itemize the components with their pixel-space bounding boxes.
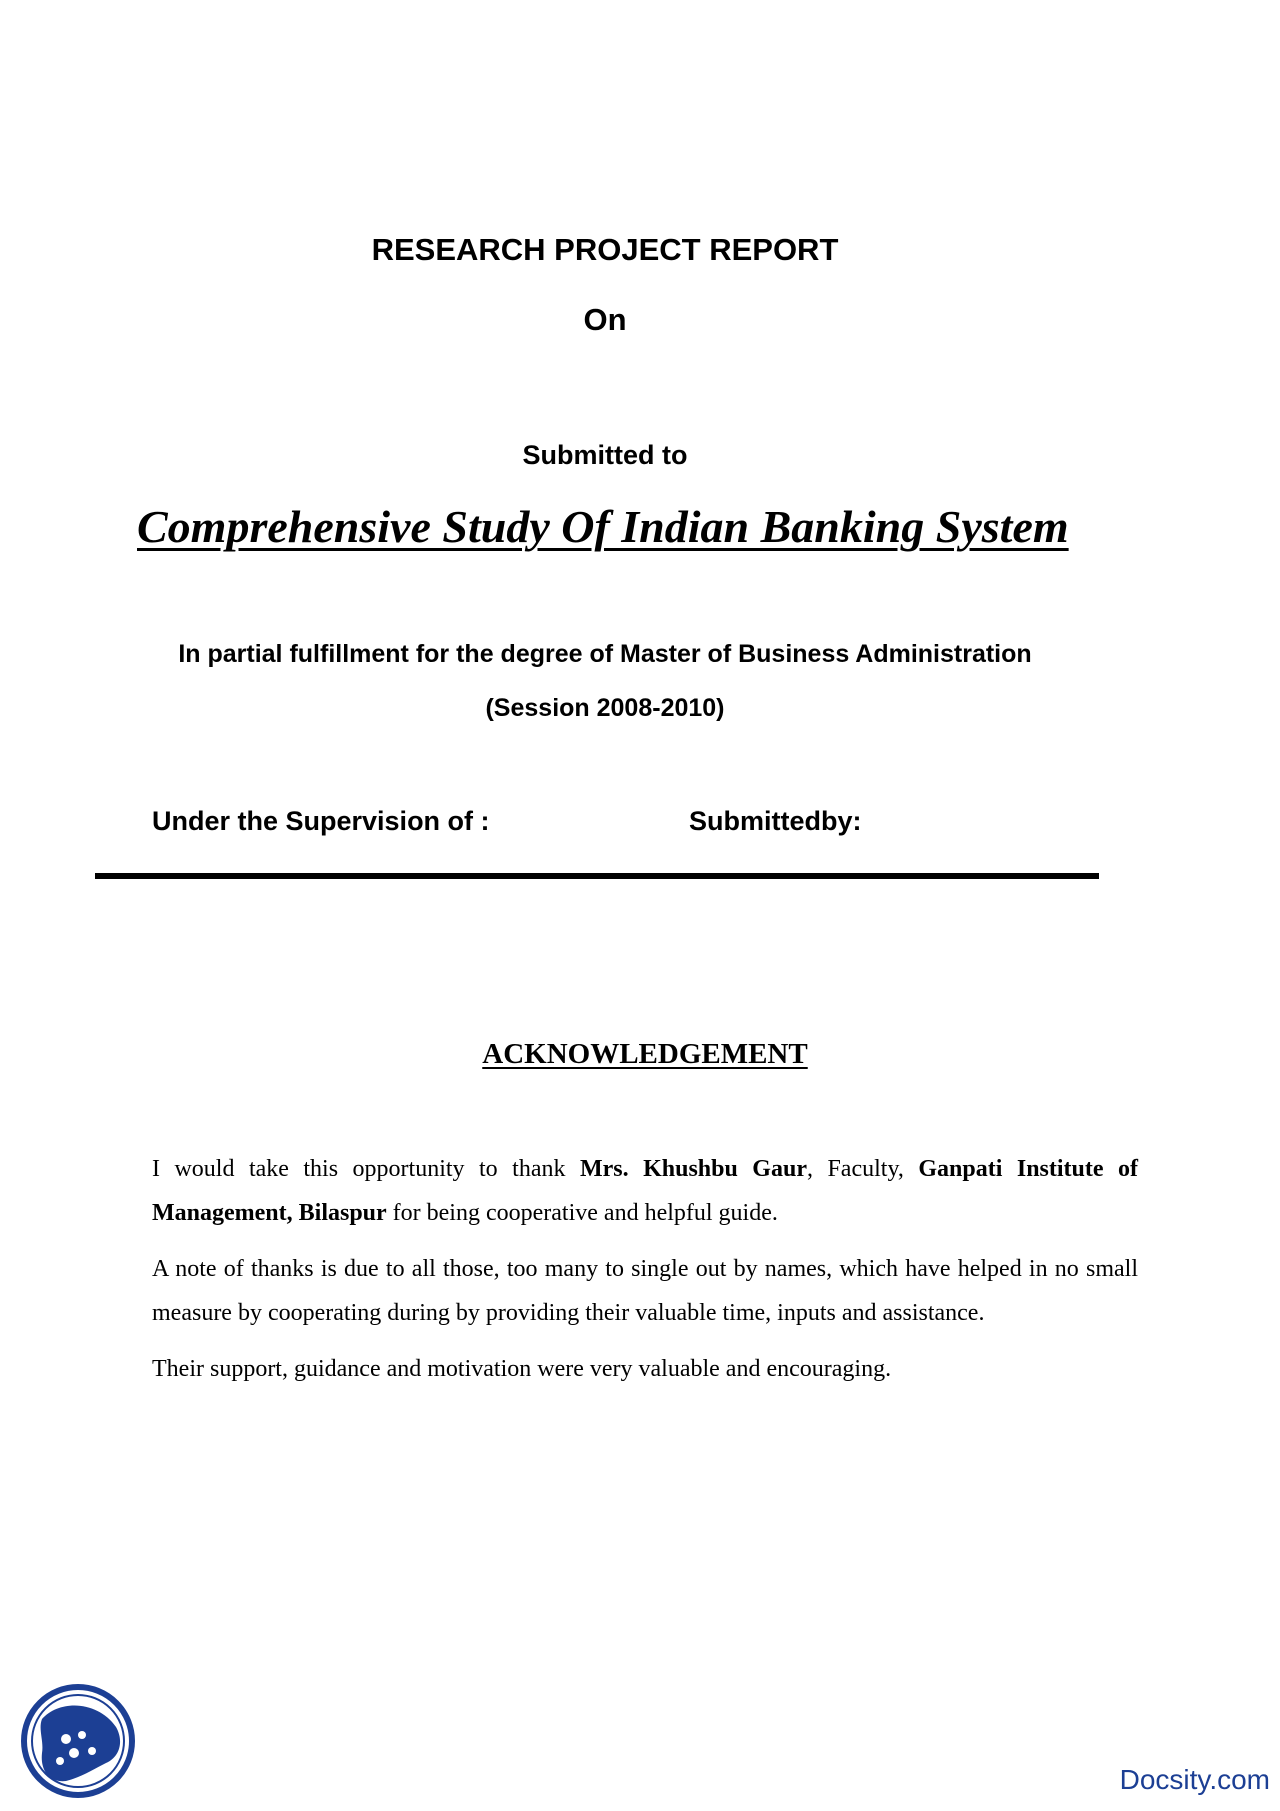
fulfillment-line: In partial fulfillment for the degree of Master of Business Administration: [178, 640, 1032, 668]
paragraph-text: I would take this opportunity to thank: [152, 1156, 580, 1182]
acknowledgement-paragraph-3: Their support, guidance and motivation were very valuable and encouraging.: [152, 1356, 892, 1382]
submitted-by-label: Submittedby:: [689, 806, 862, 836]
supervision-label: Under the Supervision of :: [152, 806, 490, 836]
submitted-to-label: Submitted to: [522, 440, 688, 470]
institute-name: Ganpati Institute of Management, Bilaspur: [152, 1156, 1139, 1226]
guide-name: Mrs. Khushbu Gaur: [579, 1156, 807, 1182]
paragraph-text: , Faculty,: [806, 1156, 919, 1182]
horizontal-rule: [95, 873, 1099, 879]
docsity-brand-link[interactable]: Docsity.com: [1119, 1764, 1270, 1795]
report-title: Comprehensive Study Of Indian Banking System: [137, 501, 1069, 552]
report-heading: RESEARCH PROJECT REPORT: [371, 232, 839, 267]
paragraph-text: for being cooperative and helpful guide.: [386, 1200, 778, 1226]
report-heading-on: On: [583, 302, 627, 337]
acknowledgement-paragraph-1: [152, 1147, 1138, 1235]
acknowledgement-heading: ACKNOWLEDGEMENT: [482, 1038, 808, 1070]
docsity-logo-icon[interactable]: [20, 1683, 136, 1799]
acknowledgement-paragraph-2: A note of thanks is due to all those, too many to single out by names, which have helped in no small measure by cooperating during by providing their valuable time, inputs and assistance.: [152, 1256, 1138, 1326]
session-line: (Session 2008-2010): [485, 694, 725, 722]
